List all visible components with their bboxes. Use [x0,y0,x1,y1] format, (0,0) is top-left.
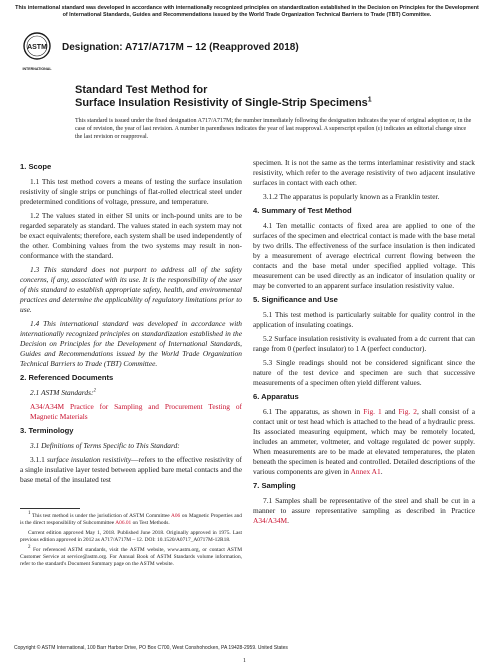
footnote-2-marker-bottom: 2 [28,545,31,551]
paragraph-3-1-1-number: 3.1.1 [30,455,47,464]
title-footnote-marker: 1 [367,96,372,104]
paragraph-5-3: 5.3 Single readings should not be considered significant since the nature of the test device and specimen are such that successive measurements of a specimen often yield different values. [253,358,475,387]
footnote-1-text-b: on Magnetic Properties and is the direct responsibility of Subcommittee [20,513,242,526]
paragraph-6-1-text-b: and [381,407,399,416]
designation: Designation: A717/A717M − 12 (Reapproved 2018) [62,42,299,53]
section-6-heading: 6. Apparatus [253,392,299,401]
subcommittee-a06-01-link[interactable]: A06.01 [115,520,132,526]
paragraph-1-4: 1.4 This international standard was developed in accordance with internationally recognized principles on standardization established in the Decision on Principles for the Development of International Standards, Guides and Recommendations issued by the World Trade Organization Technical Barriers to Trade (TBT) Committee. [20,319,242,368]
footnote-rule [20,508,80,509]
document-title [75,84,475,110]
footnote-2-marker: 2 [93,388,96,394]
astm-logo [22,30,52,74]
footnote-1 [20,513,242,527]
term-surface-insulation-resistivity: surface insulation resistivity [46,455,132,464]
paragraph-7-1 [253,496,475,526]
paragraph-4-1: 4.1 Ten metallic contacts of fixed area are applied to one of the surfaces of the specimen and electrical contact is made with the base metal by two drills. The effectiveness of the surface insulation is then indicated by a measurement of average electrical current flowing between the contacts and the base metal under specified applied voltage. This measurement can be used directly as an indicator of insulation quality or may be converted to an apparent surface insulation resistivity value. [253,221,475,290]
fig-2-link[interactable]: Fig. 2 [398,407,418,416]
footnotes [20,508,242,571]
logo-text: ASTM [27,44,47,51]
paragraph-3-1-2: 3.1.2 The apparatus is popularly known as a Franklin tester. [263,192,440,201]
paragraph-3-1-1 [20,455,242,485]
title-main: Surface Insulation Resistivity of Single-Strip Specimens [75,97,368,109]
paragraph-6-1-text-a: 6.1 The apparatus, as shown in [263,407,364,416]
footnote-2-text: For referenced ASTM standards, visit the ASTM website, www.astm.org, or contact ASTM Customer Service at service@astm.org. For Annual Book of ASTM Standards volume information, refer to the standard's Document Summary page on the ASTM website. [20,547,242,567]
paragraph-3-1-1-continued: specimen. It is not the same as the terms interlaminar resistivity and stack resistivity, which refer to the average resistivity of two adjacent insulative surfaces in contact with each other. [253,158,475,187]
tbt-banner: This international standard was developed in accordance with internationally recognized principles on standardization established in the Decision on Principles for the Development of International Standards, Guides and Recommendations issued by the World Trade Organization Technical Barriers to Trade (TBT) Committee. [15,5,479,18]
fig-1-link[interactable]: Fig. 1 [363,407,382,416]
section-5-heading: 5. Significance and Use [253,295,338,304]
paragraph-6-1-text-d: . [380,467,383,476]
right-column [253,158,475,530]
astm-standards-label: 2.1 ASTM Standards: [30,388,94,397]
paragraph-5-1: 5.1 This test method is particularly suitable for quality control in the application of insulating coatings. [253,310,475,329]
section-1-heading: 1. Scope [20,162,52,171]
committee-a06-link[interactable]: A06 [170,513,181,519]
left-column [20,158,242,489]
reference-a34 [20,402,242,422]
paragraph-1-1: 1.1 This test method covers a means of testing the surface insulation resistivity of single strips or punchings of flat-rolled electrical steel under predetermined conditions of voltage, pressure, and temperature. [20,177,242,206]
title-line-1: Standard Test Method for [75,84,208,96]
section-7-heading: 7. Sampling [253,481,296,490]
footnote-2 [20,547,242,568]
reference-a34-title[interactable]: Practice for Sampling and Procurement Testing of Magnetic Materials [30,402,242,421]
copyright-line: Copyright © ASTM International, 100 Barr Harbor Drive, PO Box C700, West Conshohocken, PA 19428-2959. United States [14,645,288,651]
paragraph-6-1 [253,407,475,477]
paragraph-2-1 [20,388,242,398]
paragraph-3-1-1-text: —refers to the effective resistivity of a single insulative layer tested between applied bare metal contacts and the base metal of the insulated test [20,455,242,484]
issuance-note: This standard is issued under the fixed designation A717/A717M; the number immediately following the designation indicates the year of original adoption or, in the case of revision, the year of last revision. A number in parentheses indicates the year of last reapproval. A superscript epsilon (ε) indicates an editorial change since the last revision or reapproval. [75,118,472,140]
annex-a1-link[interactable]: Annex A1 [350,467,381,476]
paragraph-1-2: 1.2 The values stated in either SI units or inch-pound units are to be regarded separately as standard. The values stated in each system may not be exact equivalents; therefore, each system shall be used independently of the other. Combining values from the two systems may result in non-conformance with the standard. [20,211,242,260]
paragraph-7-1-text-b: . [287,516,289,525]
footnote-1-text-a: This test method is under the jurisdiction of ASTM Committee [32,513,171,519]
title-line-2 [75,97,475,110]
practice-a34-link[interactable]: A34/A34M [253,516,288,525]
section-3-heading: 3. Terminology [20,426,74,435]
paragraph-6-1-text-c: , shall consist of a contact unit or test head which is attached to the head of a hydraulic press. Its associated measuring equipment, which may be remotely located, includes an ammeter, voltmeter, and voltage regulated dc power supply. When measurements are to be made at elevated temperatures, the platen beneath the specimen is heated and controlled. Detailed descriptions of the various components are given in [253,407,476,476]
footnote-1-edition: Current edition approved May 1, 2018. Published June 2018. Originally approved in 1975. Last previous edition approved in 2012 as A717/A717M – 12. DOI: 10.1520/A0717_A0717M-12R18. [20,530,242,543]
astm-logo-icon [22,30,52,74]
paragraph-7-1-text-a: 7.1 Samples shall be representative of the steel and shall be cut in a manner to assure representative sampling as described in Practice [253,496,475,515]
section-2-heading: 2. Referenced Documents [20,373,114,382]
paragraph-1-3: 1.3 This standard does not purport to address all of the safety concerns, if any, associated with its use. It is the responsibility of the user of this standard to establish appropriate safety, health, and environmental practices and determine the applicability of regulatory limitations prior to use. [20,265,242,314]
paragraph-3-1: 3.1 Definitions of Terms Specific to This Standard: [30,441,180,450]
section-4-heading: 4. Summary of Test Method [253,206,352,215]
paragraph-5-2: 5.2 Surface insulation resistivity is evaluated from a dc current that can range from 0 (perfect insulator) to 1 A (perfect conductor). [253,334,475,353]
logo-subtext: INTERNATIONAL [22,67,52,71]
reference-a34-link[interactable]: A34/A34M [30,402,65,411]
footnote-1-text-c: on Test Methods. [131,520,170,526]
page-number: 1 [243,658,246,664]
footnote-1-marker: 1 [28,511,31,517]
